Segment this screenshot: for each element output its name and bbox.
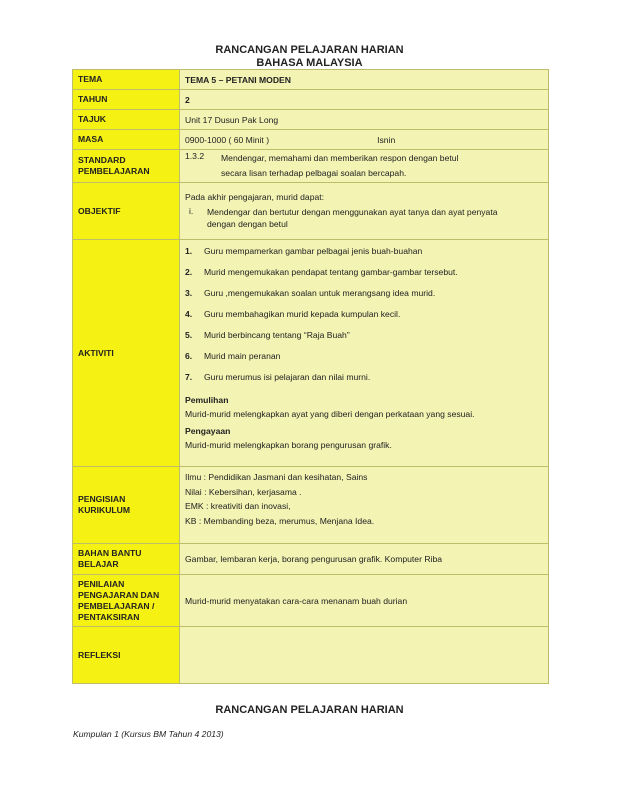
standard-line2: secara lisan terhadap pelbagai soalan bercapah. (221, 168, 407, 178)
row-bahan (73, 544, 549, 575)
row-aktiviti (73, 240, 549, 467)
page-title: RANCANGAN PELAJARAN HARIAN (215, 44, 404, 56)
pengayaan-text: Murid-murid melengkapkan borang pengurusan grafik. (185, 440, 392, 450)
list-item: 3. Guru ,mengemukakan soalan untuk merangsang idea murid. (185, 288, 436, 298)
objektif-intro: Pada akhir pengajaran, murid dapat: (185, 192, 325, 202)
value-tahun: 2 (180, 90, 549, 110)
kurikulum-line: Nilai : Kebersihan, kerjasama . (185, 486, 302, 497)
kurikulum-line: EMK : kreativiti dan inovasi, (185, 501, 291, 511)
value-tema: TEMA 5 – PETANI MODEN (180, 70, 549, 90)
masa-day: Isnin (377, 134, 396, 145)
activity-list (185, 244, 543, 391)
row-standard (73, 150, 549, 183)
standard-line1: Mendengar, memahami dan memberikan respon dengan betul (221, 153, 459, 163)
row-refleksi (73, 627, 549, 684)
label-aktiviti: AKTIVITI (73, 240, 180, 467)
label-masa: MASA (73, 130, 180, 150)
label-tema: TEMA (73, 70, 180, 90)
label-standard: STANDARD PEMBELAJARAN (73, 150, 180, 183)
pengayaan-heading: Pengayaan (185, 426, 231, 436)
pemulihan-text: Murid-murid melengkapkan ayat yang diberi dengan perkataan yang sesuai. (185, 409, 475, 419)
row-objektif (73, 183, 549, 240)
label-kurikulum: PENGISIAN KURIKULUM (73, 467, 180, 544)
label-penilaian: PENILAIAN PENGAJARAN DAN PEMBELAJARAN / PENTAKSIRAN (73, 575, 180, 627)
value-objektif (180, 183, 549, 240)
row-tahun (73, 90, 549, 110)
pemulihan-heading: Pemulihan (185, 395, 229, 405)
value-masa (180, 130, 549, 150)
value-standard (180, 150, 549, 183)
list-item: 5. Murid berbincang tentang “Raja Buah” (185, 330, 350, 340)
value-kurikulum (180, 467, 549, 544)
second-title: RANCANGAN PELAJARAN HARIAN (215, 704, 404, 716)
label-bahan: BAHAN BANTU BELAJAR (73, 544, 180, 575)
label-tahun: TAHUN (73, 90, 180, 110)
lesson-plan-table (72, 69, 549, 684)
list-item: 6. Murid main peranan (185, 351, 281, 361)
footer-note: Kumpulan 1 (Kursus BM Tahun 4 2013) (73, 729, 224, 739)
row-penilaian (73, 575, 549, 627)
value-tajuk: Unit 17 Dusun Pak Long (180, 110, 549, 130)
list-item: 7. Guru merumus isi pelajaran dan nilai murni. (185, 372, 371, 382)
standard-code: 1.3.2 (185, 151, 205, 161)
value-penilaian: Murid-murid menyatakan cara-cara menanam buah durian (180, 575, 549, 627)
list-item: 2. Murid mengemukakan pendapat tentang gambar-gambar tersebut. (185, 267, 458, 277)
value-bahan: Gambar, lembaran kerja, borang pengurusan grafik. Komputer Riba (180, 544, 549, 575)
row-tajuk (73, 110, 549, 130)
kurikulum-line: Ilmu : Pendidikan Jasmani dan kesihatan, Sains (185, 472, 368, 482)
label-refleksi: REFLEKSI (73, 627, 180, 684)
page-subtitle: BAHASA MALAYSIA (256, 57, 363, 69)
objektif-item-text: Mendengar dan bertutur dengan menggunakan ayat tanya dan ayat penyata dengan dengan betul (207, 207, 498, 229)
list-item: 1. Guru mempamerkan gambar pelbagai jenis buah-buahan (185, 246, 423, 256)
value-refleksi[interactable] (180, 627, 549, 684)
masa-time: 0900-1000 ( 60 Minit ) (185, 134, 270, 145)
label-objektif: OBJEKTIF (73, 183, 180, 240)
label-tajuk: TAJUK (73, 110, 180, 130)
objektif-item-number: i. (189, 206, 194, 216)
kurikulum-line: KB : Membanding beza, merumus, Menjana Idea. (185, 515, 375, 526)
list-item: 4. Guru membahagikan murid kepada kumpulan kecil. (185, 309, 401, 319)
row-kurikulum (73, 467, 549, 544)
row-masa (73, 130, 549, 150)
value-aktiviti (180, 240, 549, 467)
row-tema (73, 70, 549, 90)
